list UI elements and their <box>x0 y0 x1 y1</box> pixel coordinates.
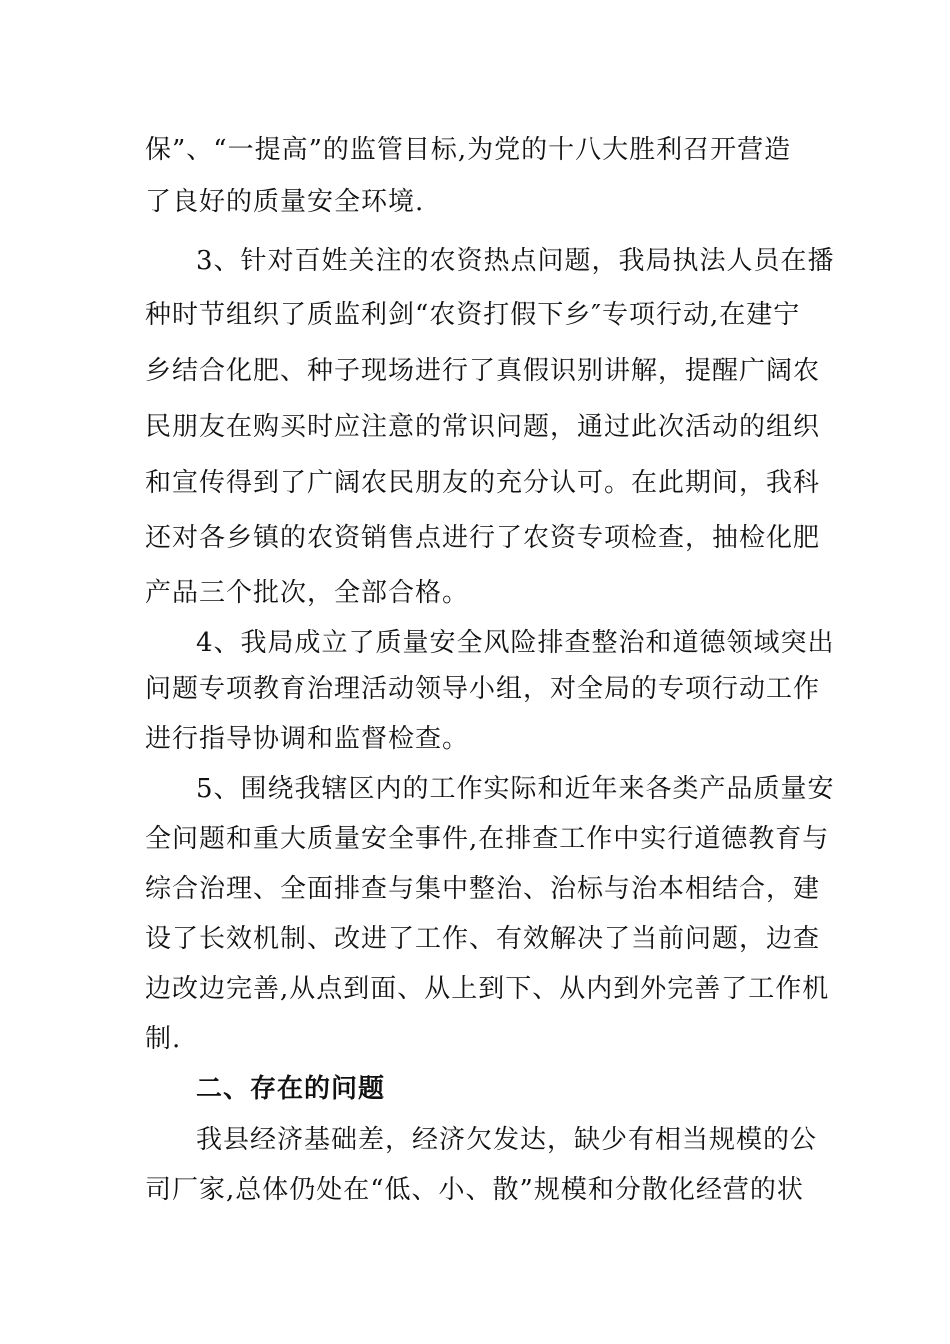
paragraph-line: 问题专项教育治理活动领导小组，对全局的专项行动工作 <box>145 674 821 704</box>
paragraph-line: 进行指导协调和监督检查。 <box>145 724 470 754</box>
paragraph-line: 还对各乡镇的农资销售点进行了农资专项检查，抽检化肥 <box>145 523 821 553</box>
paragraph-line: 和宣传得到了广阔农民朋友的充分认可。在此期间，我科 <box>145 468 821 498</box>
paragraph-line: 边改边完善,从点到面、从上到下、从内到外完善了工作机 <box>145 974 830 1004</box>
paragraph-line: 民朋友在购买时应注意的常识问题，通过此次活动的组织 <box>145 412 821 442</box>
paragraph-line: 3、针对百姓关注的农资热点问题，我局执法人员在播 <box>196 246 835 276</box>
paragraph-line: 综合治理、全面排查与集中整治、治标与治本相结合，建 <box>145 874 821 904</box>
paragraph-line: 4、我局成立了质量安全风险排查整治和道德领域突出 <box>196 628 835 658</box>
paragraph-line: 产品三个批次，全部合格。 <box>145 578 470 608</box>
section-heading: 二、存在的问题 <box>196 1074 386 1104</box>
paragraph-line: 全问题和重大质量安全事件,在排查工作中实行道德教育与 <box>145 824 830 854</box>
paragraph-line: 5、围绕我辖区内的工作实际和近年来各类产品质量安 <box>196 774 835 804</box>
paragraph-line: 我县经济基础差，经济欠发达，缺少有相当规模的公 <box>196 1125 818 1155</box>
paragraph-line: 保”、“一提高”的监管目标,为党的十八大胜利召开营造 <box>145 135 792 165</box>
paragraph-line: 制. <box>145 1024 182 1054</box>
paragraph-line: 乡结合化肥、种子现场进行了真假识别讲解，提醒广阔农 <box>145 356 821 386</box>
paragraph-line: 种时节组织了质监利剑“农资打假下乡″专项行动,在建宁 <box>145 300 801 330</box>
paragraph-line: 设了长效机制、改进了工作、有效解决了当前问题，边查 <box>145 924 821 954</box>
paragraph-line: 了良好的质量安全环境. <box>145 187 425 217</box>
paragraph-line: 司厂家,总体仍处在“低、小、散”规模和分散化经营的状 <box>145 1175 804 1205</box>
